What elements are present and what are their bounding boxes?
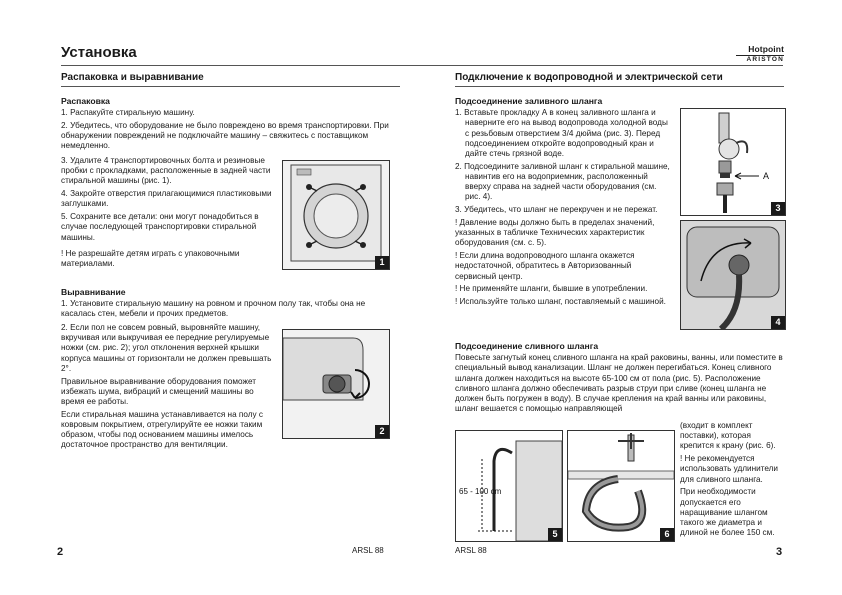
figure-3-label-a: A [763,171,770,181]
unpack-block-2 [61,156,275,272]
inlet-block [455,96,673,310]
leveling-foot-illustration [283,330,389,438]
brand-name: Hotpoint [748,44,784,54]
inlet-note-1: ! Давление воды должно быть в пределах значений, указанных в табличке Технических характеристик оборудования (см. с. 5). [455,218,655,248]
left-section-title: Распаковка и выравнивание [61,72,204,83]
unpack-step-4: 4. Закройте отверстия прилагающимися пластиковыми заглушками. [61,189,272,209]
right-section-rule [455,86,784,87]
top-rule [61,65,783,66]
figure-6-number: 6 [660,528,674,541]
drain-text-1: Повесьте загнутый конец сливного шланга на край раковины, ванны, или поместите в специальный вывод канализации. Шланг не должен перегибаться. Конец сливного шланга должен находиться на высоте 65-100 см от пола (рис. 5). Расположение сливного шланга должно обеспечивать разрыв струи при сливе (конец шланга не должен быть погружен в воду). В случае крепления на край ванны или раковины, шланг вешается с помощью направляющей [455,353,783,414]
brand-logo [736,44,784,63]
drain-extension: При необходимости допускается его наращивание шлангом такого же диаметра и длиной не более 150 см. [680,487,775,538]
unpack-warning: ! Не разрешайте детям играть с упаковочными материалами. [61,248,240,269]
inlet-note-3: ! Не применяйте шланги, бывшие в употреблении. [455,284,648,294]
inlet-step-2: 2. Подсоедините заливной шланг к стиральной машине, навинтив его на водоприемник, расположенный вверху справа на задней части оборудования (см. рис. 4). [455,161,670,202]
figure-1-number: 1 [375,256,389,269]
figure-6 [567,430,675,542]
drain-block-2 [680,421,784,541]
inlet-note-2: ! Если длина водопроводного шланга окажется недостаточной, обратитесь в Авторизованный сервисный центр. [455,251,635,281]
unpack-step-5: 5. Сохраните все детали: они могут понадобиться в случае последующей транспортировки стиральной машины. [61,212,259,242]
figure-2 [282,329,390,439]
hose-connection-illustration [681,221,785,329]
washer-back-illustration [283,161,389,269]
unpack-step-2: 2. Убедитесь, что оборудование не было повреждено во время транспортировки. При обнаружении повреждений не подключайте машину – свяжитесь с поставщиком немедленно. [61,121,389,151]
tap-hose-illustration [681,109,785,215]
figure-5 [455,430,563,542]
left-section-rule [61,86,400,87]
figure-5-number: 5 [548,528,562,541]
figure-4-number: 4 [771,316,785,329]
figure-1 [282,160,390,270]
drain-block [455,341,785,417]
level-block-2 [61,323,275,453]
inlet-note-4: ! Используйте только шланг, поставляемый с машиной. [455,297,666,307]
page-title: Установка [61,44,137,61]
model-left: ARSL 88 [352,546,384,555]
figure-5-height-label: 65 - 100 cm [459,487,502,496]
inlet-heading: Подсоединение заливного шланга [455,96,603,106]
unpack-step-3: 3. Удалите 4 транспортировочных болта и резиновые пробки с прокладками, расположенные в задней части стиральной машины (рис. 1). [61,156,271,186]
figure-2-number: 2 [375,425,389,438]
unpack-heading: Распаковка [61,96,110,106]
right-section-title: Подключение к водопроводной и электрической сети [455,72,723,83]
unpack-step-1: 1. Распакуйте стиральную машину. [61,108,195,118]
figure-3 [680,108,786,216]
drain-warning: ! Не рекомендуется использовать удлинители для сливного шланга. [680,454,778,484]
page-number-left: 2 [57,546,64,558]
page-number-right: 3 [776,546,783,558]
level-note: Правильное выравнивание оборудования поможет избежать шума, вибраций и смещений машины во время ее работы. [61,376,256,407]
level-step-1: 1. Установите стиральную машину на ровном и прочном полу так, чтобы она не касалась стен, мебели и прочих предметов. [61,299,366,319]
brand-sub: ARISTON [736,55,784,63]
level-heading: Выравнивание [61,287,126,297]
model-right: ARSL 88 [455,546,487,555]
drain-height-illustration [456,431,562,541]
inlet-step-3: 3. Убедитесь, что шланг не перекручен и не пережат. [455,205,658,215]
level-step-2: 2. Если пол не совсем ровный, выровняйте машину, вкручивая или выкручивая ее передние регулируемые ножки (см. рис. 2); угол отклонения верхней крышки корпуса машины от горизонтали не должен превышать 2°. [61,323,272,373]
level-carpet: Если стиральная машина устанавливается на полу с ковровым покрытием, отрегулируйте ее ножки таким образом, чтобы под основанием машины имелось достаточное пространство для вентиляции. [61,409,263,450]
figure-4 [680,220,786,330]
hose-guide-tap-illustration [568,431,674,541]
level-block [61,287,401,322]
inlet-step-1: 1. Вставьте прокладку А в конец заливного шланга и наверните его на вывод водопровода холодной воды с резьбовым отверстием 3/4 дюйма (рис. 3). Перед подсоединением откройте водопроводный кран и дайте стечь грязной воде. [455,108,668,159]
drain-text-2: (входит в комплект поставки), которая крепится к крану (рис. 6). [680,421,776,451]
drain-heading: Подсоединение сливного шланга [455,341,599,351]
figure-3-number: 3 [771,202,785,215]
unpack-block [61,96,401,154]
